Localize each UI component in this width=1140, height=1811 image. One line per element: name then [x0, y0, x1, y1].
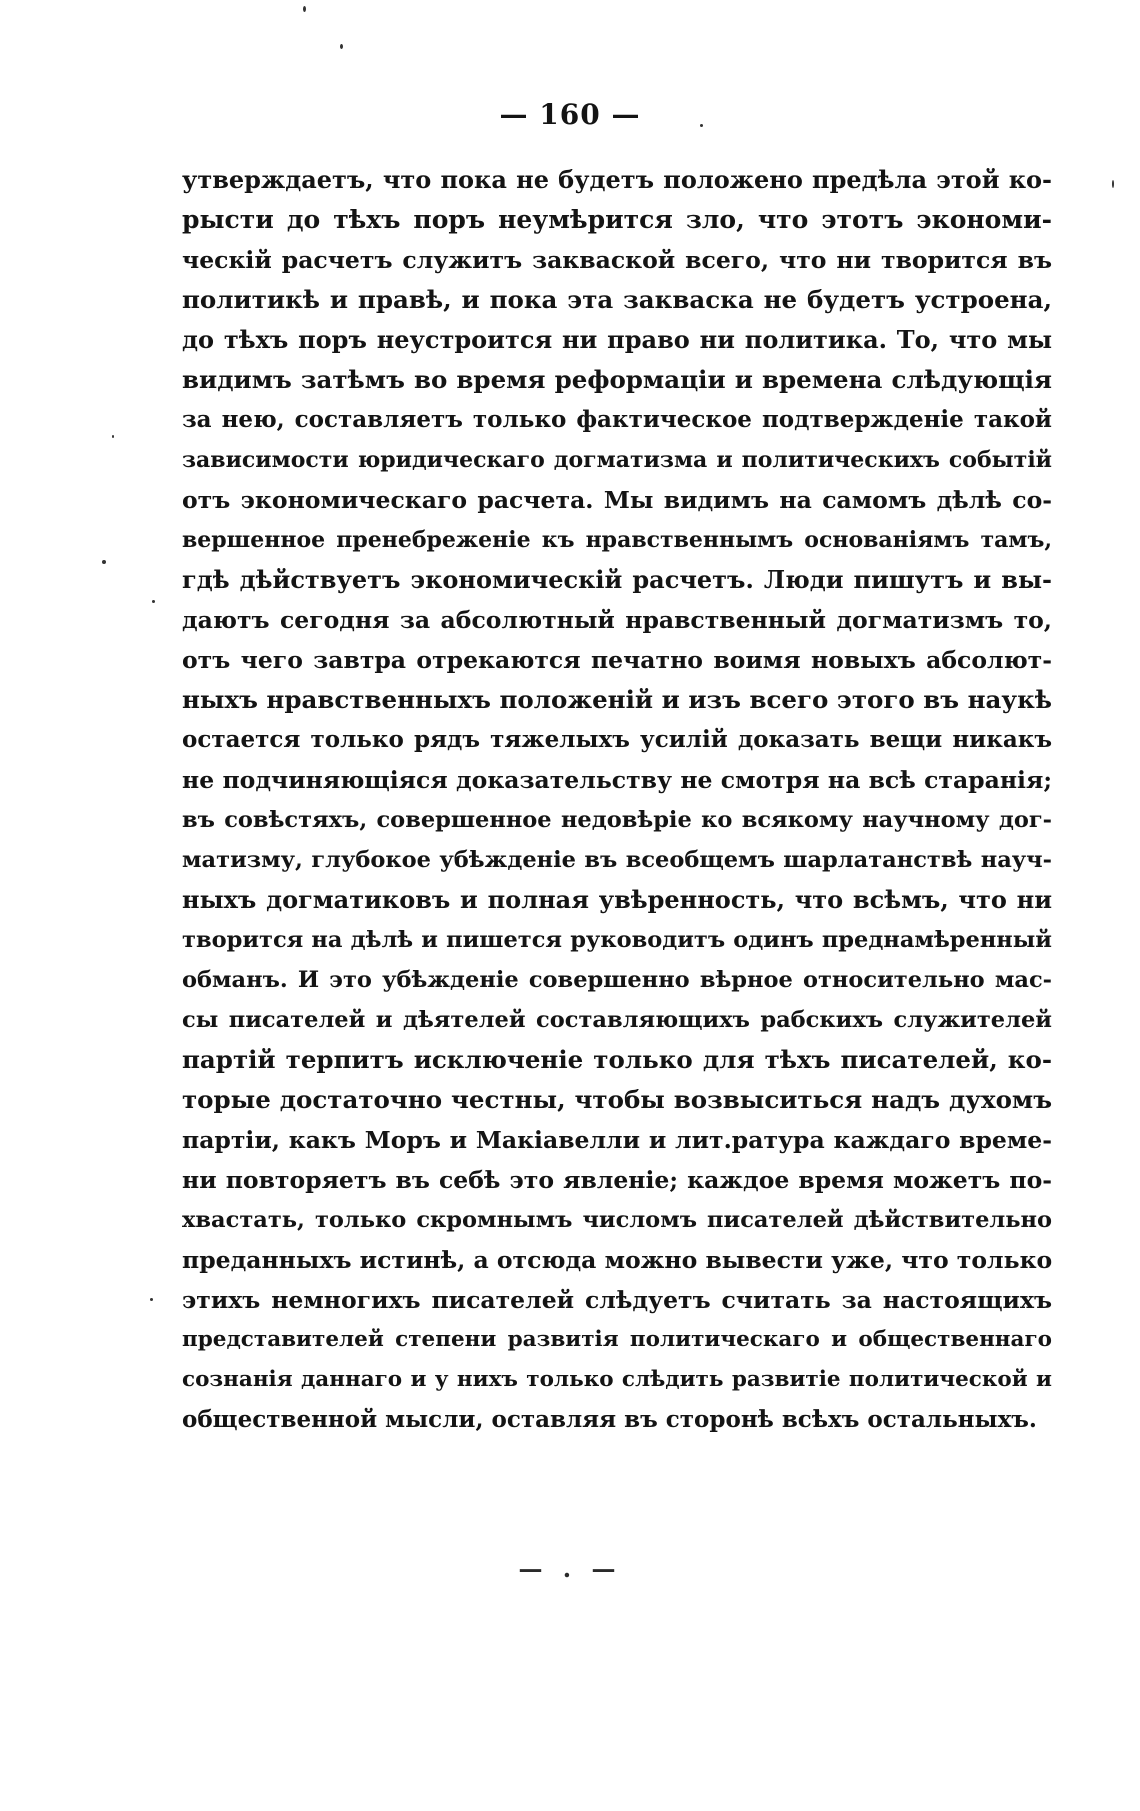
text-line: не подчиняющіяся доказательству не смотря на всѣ старанія;	[182, 766, 1052, 794]
print-speck	[303, 6, 306, 12]
print-speck	[112, 435, 114, 438]
text-line: хвастать, только скромнымъ числомъ писателей дѣйствительно	[182, 1207, 1052, 1233]
text-line: представителей степени развитія политическаго и общественнаго	[182, 1327, 1052, 1352]
text-line: обманъ. И это убѣжденіе совершенно вѣрное относительно мас-	[182, 967, 1052, 993]
text-line: ческій расчетъ служитъ закваской всего, что ни творится въ	[182, 246, 1052, 274]
text-line: отъ экономическаго расчета. Мы видимъ на самомъ дѣлѣ со-	[182, 486, 1052, 514]
text-line: ни повторяетъ въ себѣ это явленіе; каждое время можетъ по-	[182, 1166, 1052, 1194]
print-speck	[152, 600, 155, 603]
text-line: рысти до тѣхъ поръ неумѣрится зло, что этотъ экономи-	[182, 205, 1052, 234]
end-mark: — . —	[518, 1554, 622, 1583]
page-number: — 160 —	[499, 98, 641, 131]
body-text	[182, 160, 1052, 1440]
print-speck	[340, 44, 343, 49]
text-line: гдѣ дѣйствуетъ экономическій расчетъ. Люди пишутъ и вы-	[182, 565, 1052, 594]
text-line: въ совѣстяхъ, совершенное недовѣріе ко всякому научному дог-	[182, 807, 1052, 833]
text-line: политикѣ и правѣ, и пока эта закваска не будетъ устроена,	[182, 285, 1052, 314]
text-line: отъ чего завтра отрекаются печатно воимя новыхъ абсолют-	[182, 646, 1052, 674]
text-line: творится на дѣлѣ и пишется руководитъ одинъ преднамѣренный	[182, 927, 1052, 953]
text-line: партіи, какъ Моръ и Макіавелли и лит.ратура каждаго време-	[182, 1126, 1052, 1154]
text-line: ныхъ догматиковъ и полная увѣренность, что всѣмъ, что ни	[182, 885, 1052, 914]
text-line: сы писателей и дѣятелей составляющихъ рабскихъ служителей	[182, 1007, 1052, 1033]
print-speck	[1112, 180, 1114, 188]
text-line: до тѣхъ поръ неустроится ни право ни политика. То, что мы	[182, 325, 1052, 354]
text-line: видимъ затѣмъ во время реформаціи и времена слѣдующія	[182, 365, 1052, 394]
text-line: партій терпитъ исключеніе только для тѣхъ писателей, ко-	[182, 1045, 1052, 1074]
text-line: этихъ немногихъ писателей слѣдуетъ считать за настоящихъ	[182, 1286, 1052, 1314]
text-line: матизму, глубокое убѣжденіе въ всеобщемъ шарлатанствѣ науч-	[182, 847, 1052, 873]
text-line: вершенное пренебреженіе къ нравственнымъ основаніямъ тамъ,	[182, 527, 1052, 553]
text-line: ныхъ нравственныхъ положеній и изъ всего этого въ наукѣ	[182, 685, 1052, 714]
text-line: за нею, составляетъ только фактическое подтвержденіе такой	[182, 406, 1052, 433]
text-line: сознанія даннаго и у нихъ только слѣдить развитіе политической и	[182, 1367, 1052, 1392]
print-speck	[700, 124, 703, 127]
text-line: утверждаетъ, что пока не будетъ положено предѣла этой ко-	[182, 165, 1052, 194]
text-line: зависимости юридическаго догматизма и политическихъ событій	[182, 447, 1052, 473]
text-line: общественной мысли, оставляя въ сторонѣ всѣхъ остальныхъ.	[182, 1406, 1037, 1433]
text-line: остается только рядъ тяжелыхъ усилій доказать вещи никакъ	[182, 726, 1052, 753]
text-line: преданныхъ истинѣ, а отсюда можно вывести уже, что только	[182, 1246, 1053, 1274]
print-speck	[102, 560, 106, 564]
print-speck	[150, 1298, 153, 1301]
text-line: даютъ сегодня за абсолютный нравственный догматизмъ то,	[182, 606, 1052, 634]
text-line: торые достаточно честны, чтобы возвыситься надъ духомъ	[182, 1085, 1052, 1114]
